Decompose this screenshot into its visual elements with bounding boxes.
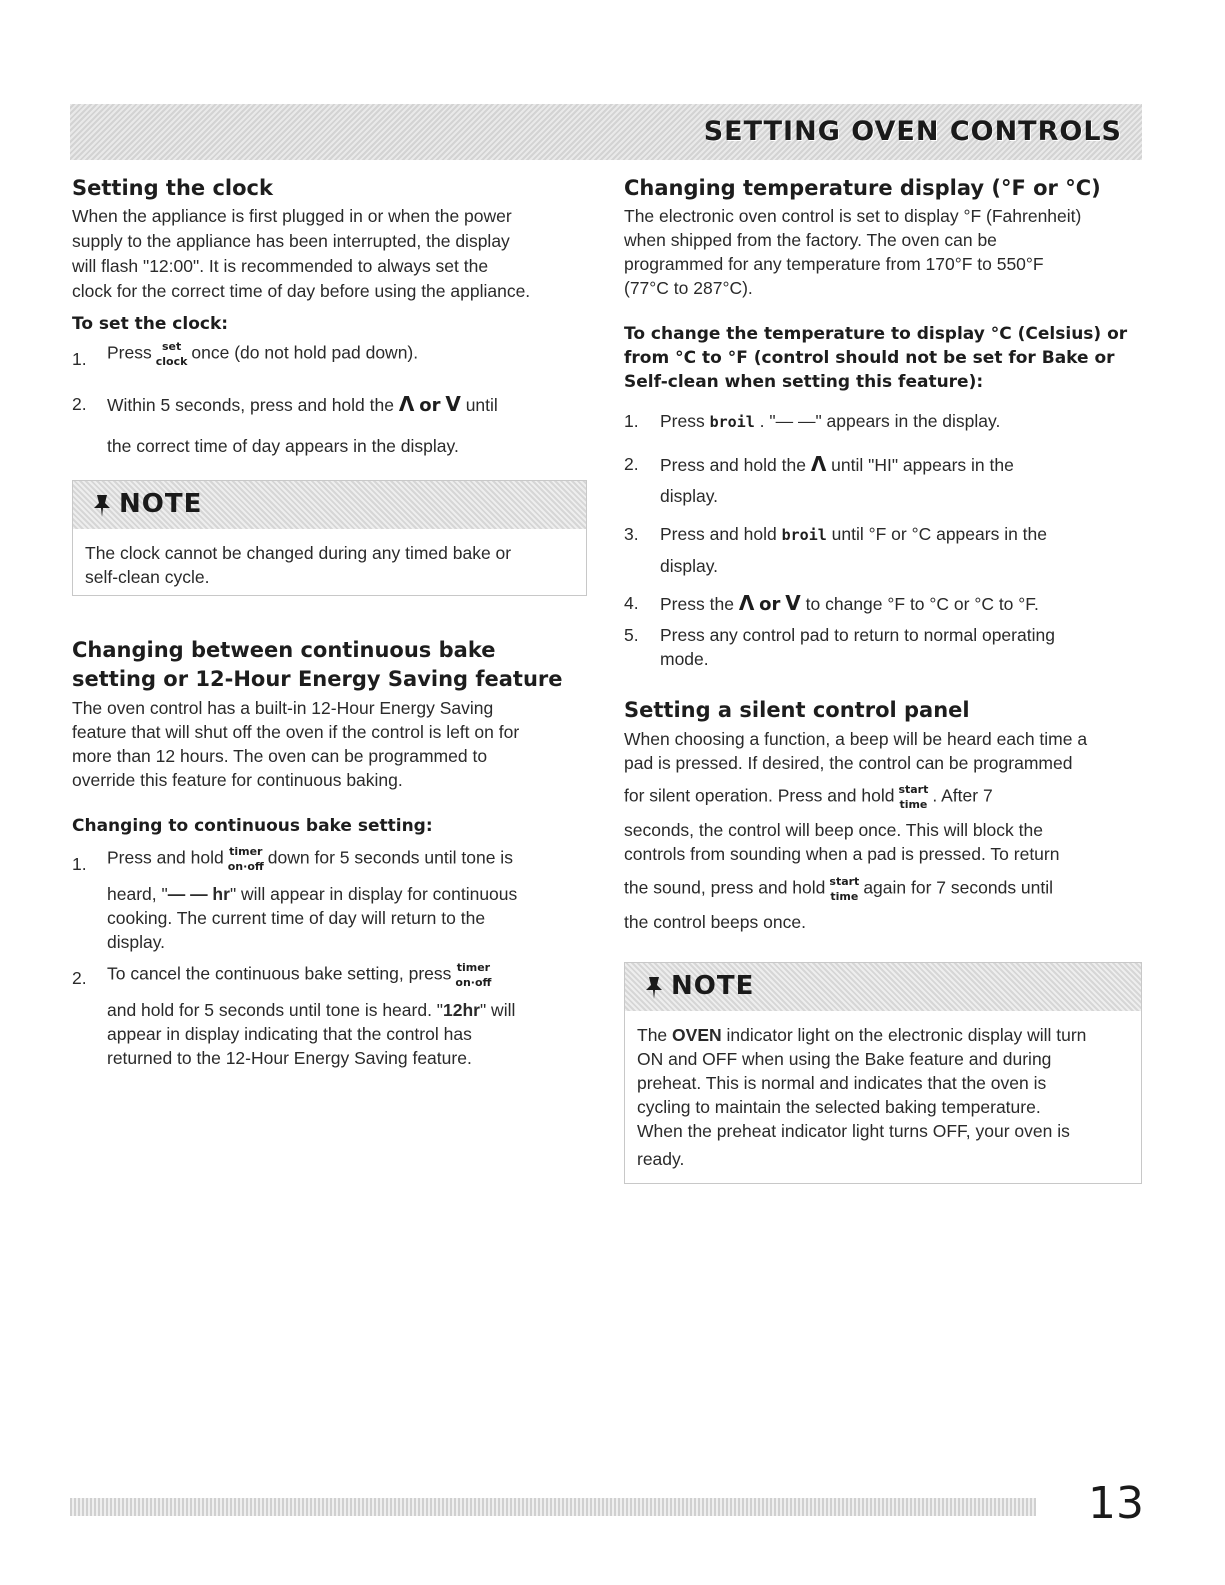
key-label-top: timer — [229, 845, 263, 858]
step-text: until "HI" appears in the — [831, 455, 1014, 475]
temp-subheading-line: To change the temperature to display °C (Celsius) or — [624, 324, 1128, 344]
clock-step-2 — [107, 392, 498, 418]
step-number: 1. — [624, 411, 639, 431]
step-text: once (do not hold pad down). — [191, 342, 419, 363]
step-number: 5. — [624, 625, 639, 645]
section-title: SETTING OVEN CONTROLS — [703, 116, 1122, 147]
display-code: — — hr — [167, 884, 230, 904]
temp-subheading-line: from °C to °F (control should not be set for Bake or — [624, 348, 1115, 368]
temp-intro-line: when shipped from the factory. The oven can be — [624, 230, 997, 250]
step-text: heard, " — [107, 884, 168, 904]
footer-band — [70, 1498, 1036, 1516]
step-text: Press — [660, 411, 705, 431]
continuous-step-1-cont — [107, 882, 517, 906]
set-clock-key — [156, 339, 188, 369]
step-number: 3. — [624, 524, 639, 544]
step-number: 1. — [72, 349, 87, 369]
continuous-intro-line: feature that will shut off the oven if the control is left on for — [72, 722, 520, 742]
step-text: To cancel the continuous bake setting, press — [107, 963, 452, 984]
clock-heading: Setting the clock — [72, 176, 273, 200]
note-header — [73, 481, 586, 529]
temp-step-3-cont: display. — [660, 556, 719, 576]
down-arrow-icon: V — [445, 392, 461, 416]
broil-key: broil — [781, 526, 827, 544]
pushpin-icon — [91, 493, 113, 519]
note-box-oven-indicator — [624, 962, 1142, 1184]
temp-heading: Changing temperature display (°F or °C) — [624, 176, 1101, 200]
or-word: or — [759, 594, 781, 615]
silent-text-line: controls from sounding when a pad is pressed. To return — [624, 844, 1060, 864]
clock-intro-line: clock for the correct time of day before using the appliance. — [72, 281, 531, 301]
temp-intro-line: (77°C to 287°C). — [624, 278, 753, 298]
continuous-heading-line: Changing between continuous bake — [72, 638, 496, 662]
temp-step-3 — [660, 522, 1047, 547]
temp-intro-line: The electronic oven control is set to display °F (Fahrenheit) — [624, 206, 1082, 226]
key-label-top: start — [829, 875, 860, 888]
step-text: the sound, press and hold — [624, 877, 826, 898]
note-text: indicator light on the electronic display will turn — [721, 1025, 1087, 1045]
note-title: NOTE — [671, 971, 755, 1001]
note-header — [625, 963, 1141, 1011]
up-arrow-icon: Λ — [398, 392, 415, 416]
continuous-step-1-cont: display. — [107, 932, 166, 952]
step-text: " will appear in display for continuous — [229, 884, 518, 904]
silent-text-line: the control beeps once. — [624, 912, 806, 932]
silent-text-line — [624, 782, 993, 812]
step-text: . After 7 — [932, 785, 993, 806]
step-text: Within 5 seconds, press and hold the — [107, 395, 394, 415]
step-number: 4. — [624, 593, 639, 613]
step-text: . "— —" appears in the display. — [759, 411, 1001, 431]
step-text: Press — [107, 342, 152, 363]
continuous-subheading: Changing to continuous bake setting: — [72, 816, 433, 836]
step-text: Press and hold — [107, 847, 224, 868]
step-text: for silent operation. Press and hold — [624, 785, 895, 806]
continuous-step-1-cont: cooking. The current time of day will return to the — [107, 908, 486, 928]
temp-step-1 — [660, 409, 1000, 434]
step-text: until — [465, 395, 498, 415]
step-text: Press and hold — [660, 524, 777, 544]
key-label-bottom: time — [830, 890, 859, 903]
silent-text-line — [624, 874, 1053, 904]
temp-subheading-line: Self-clean when setting this feature): — [624, 372, 984, 392]
broil-key: broil — [709, 413, 755, 431]
note-title: NOTE — [119, 489, 203, 519]
timer-key — [228, 844, 264, 874]
step-number: 1. — [72, 854, 87, 874]
step-text: Press and hold the — [660, 455, 806, 475]
continuous-intro-line: override this feature for continuous baking. — [72, 770, 403, 790]
silent-heading: Setting a silent control panel — [624, 698, 970, 722]
continuous-intro-line: more than 12 hours. The oven can be programmed to — [72, 746, 488, 766]
silent-text-line: seconds, the control will beep once. This will block the — [624, 820, 1043, 840]
start-time-key — [898, 782, 928, 812]
step-text: to change °F to °C or °C to °F. — [805, 594, 1039, 614]
up-arrow-icon: Λ — [810, 452, 827, 476]
key-label-bottom: on·off — [227, 860, 264, 873]
step-number: 2. — [72, 968, 87, 988]
silent-text-line: pad is pressed. If desired, the control can be programmed — [624, 753, 1073, 773]
continuous-step-1 — [107, 844, 513, 874]
note-text-line: When the preheat indicator light turns OFF, your oven is — [637, 1121, 1070, 1141]
temp-step-5: Press any control pad to return to normal operating — [660, 625, 1055, 645]
up-arrow-icon: Λ — [738, 591, 755, 615]
continuous-intro-line: The oven control has a built-in 12-Hour Energy Saving — [72, 698, 494, 718]
timer-key — [455, 960, 491, 990]
page-number: 13 — [1088, 1478, 1144, 1529]
section-header-band — [70, 104, 1142, 160]
note-text-line — [637, 1023, 1086, 1047]
oven-indicator-word: OVEN — [672, 1025, 722, 1045]
step-number: 2. — [72, 394, 87, 414]
clock-intro-line: will flash "12:00". It is recommended to always set the — [72, 256, 489, 276]
silent-text-line: When choosing a function, a beep will be heard each time a — [624, 729, 1088, 749]
pushpin-icon — [643, 975, 665, 1001]
clock-intro-line: supply to the appliance has been interrupted, the display — [72, 231, 510, 251]
note-text: The — [637, 1025, 673, 1045]
note-text-line: ready. — [637, 1149, 685, 1169]
or-word: or — [419, 395, 441, 416]
step-text: " will — [479, 1000, 516, 1020]
step-text: down for 5 seconds until tone is — [267, 847, 513, 868]
continuous-step-2-cont — [107, 998, 515, 1022]
key-label-bottom: time — [899, 798, 928, 811]
step-text: and hold for 5 seconds until tone is heard. " — [107, 1000, 444, 1020]
clock-step-2-cont: the correct time of day appears in the display. — [107, 436, 459, 456]
continuous-heading-line: setting or 12-Hour Energy Saving feature — [72, 667, 563, 691]
note-text-line: ON and OFF when using the Bake feature and during — [637, 1049, 1052, 1069]
note-text-line: The clock cannot be changed during any timed bake or — [85, 543, 512, 563]
key-label-bottom: clock — [155, 355, 188, 368]
note-text-line: cycling to maintain the selected baking temperature. — [637, 1097, 1041, 1117]
key-label-bottom: on·off — [455, 976, 492, 989]
temp-intro-line: programmed for any temperature from 170°F to 550°F — [624, 254, 1044, 274]
down-arrow-icon: V — [785, 591, 801, 615]
clock-step-1 — [107, 339, 418, 369]
display-code: 12hr — [443, 1000, 480, 1020]
key-label-top: timer — [456, 961, 491, 974]
clock-subheading: To set the clock: — [72, 314, 229, 334]
step-text: Press the — [660, 594, 734, 614]
key-label-top: set — [161, 340, 182, 353]
temp-step-4 — [660, 591, 1039, 617]
temp-step-5-cont: mode. — [660, 649, 709, 669]
note-box-clock — [72, 480, 587, 596]
continuous-step-2-cont: appear in display indicating that the control has — [107, 1024, 472, 1044]
note-text-line: preheat. This is normal and indicates that the oven is — [637, 1073, 1047, 1093]
continuous-step-2 — [107, 960, 495, 990]
note-text-line: self-clean cycle. — [85, 567, 210, 587]
clock-intro-line: When the appliance is first plugged in or when the power — [72, 206, 512, 226]
key-label-top: start — [898, 783, 929, 796]
step-text: until °F or °C appears in the — [831, 524, 1048, 544]
continuous-step-2-cont: returned to the 12-Hour Energy Saving feature. — [107, 1048, 472, 1068]
temp-step-2-cont: display. — [660, 486, 719, 506]
step-text: again for 7 seconds until — [863, 877, 1054, 898]
step-number: 2. — [624, 454, 639, 474]
temp-step-2 — [660, 452, 1014, 477]
start-time-key — [829, 874, 859, 904]
